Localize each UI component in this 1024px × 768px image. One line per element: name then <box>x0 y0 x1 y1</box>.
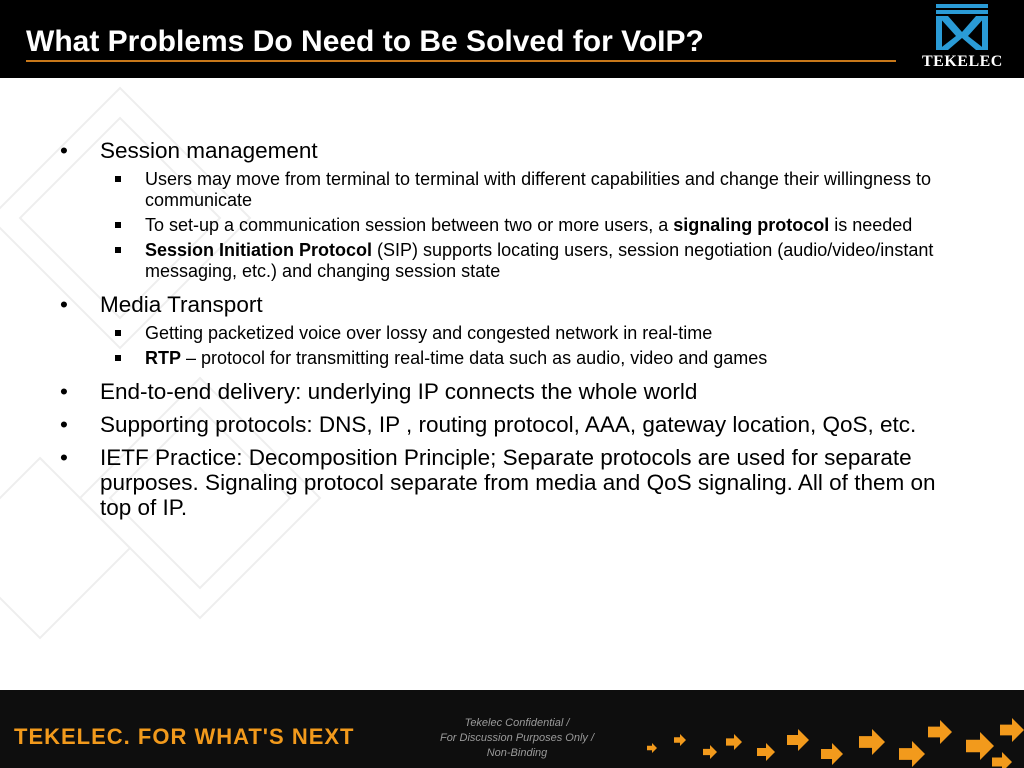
orange-arrow-icon <box>757 743 775 761</box>
orange-arrow-icon <box>966 732 994 760</box>
orange-arrow-icon <box>859 729 885 755</box>
orange-arrow-icon <box>899 741 925 767</box>
orange-arrow-icon <box>674 734 686 746</box>
tekelec-logo-mark-icon <box>934 2 990 52</box>
sub-bullet-list <box>100 323 960 369</box>
logo-wordmark: TEKELEC <box>922 53 1003 70</box>
sub-bullet-item <box>100 323 960 344</box>
bullet-item <box>60 412 960 437</box>
bullet-text: IETF Practice: Decomposition Principle; Separate protocols are used for separate purposes. Signaling protocol separate from media and QoS signaling. All of them on top of IP. <box>100 445 936 520</box>
bullet-text: Session management <box>100 138 318 163</box>
bullet-text: Media Transport <box>100 292 263 317</box>
slide-title: What Problems Do Need to Be Solved for VoIP? <box>26 25 704 58</box>
sub-bullet-text: (SIP) supports locating users, session negotiation (audio/video/instant messaging, etc.) and changing session state <box>145 240 934 281</box>
square-bullet-icon <box>115 176 121 182</box>
bullet-item <box>60 379 960 404</box>
sub-bullet-text: Getting packetized voice over lossy and congested network in real-time <box>145 323 713 343</box>
sub-bullet-item <box>100 348 960 369</box>
square-bullet-icon <box>115 330 121 336</box>
sub-bullet-text: To set-up a communication session between two or more users, a <box>145 215 674 235</box>
orange-arrow-icon <box>726 734 742 750</box>
orange-arrow-icon <box>928 720 952 744</box>
sub-bullet-text: – protocol for transmitting real-time data such as audio, video and games <box>181 348 768 368</box>
sub-bullet-text: is needed <box>829 215 913 235</box>
bullet-dot: • <box>60 412 68 437</box>
note-line: Non-Binding <box>486 747 548 759</box>
orange-arrow-icon <box>1000 718 1024 742</box>
bold-term: RTP <box>145 348 181 368</box>
square-bullet-icon <box>115 355 121 361</box>
orange-arrow-icon <box>787 729 809 751</box>
bullet-dot: • <box>60 379 68 404</box>
sub-bullet-list <box>100 169 960 282</box>
sub-bullet-item <box>100 240 960 282</box>
bullet-dot: • <box>60 292 68 317</box>
square-bullet-icon <box>115 247 121 253</box>
bullet-item <box>60 138 960 282</box>
bullet-item <box>60 445 960 520</box>
square-bullet-icon <box>115 222 121 228</box>
bullet-dot: • <box>60 138 68 163</box>
confidentiality-note <box>410 716 624 761</box>
tekelec-logo <box>922 2 1002 74</box>
bullet-text: End-to-end delivery: underlying IP connects the whole world <box>100 379 698 404</box>
footer-brand-tagline: TEKELEC. FOR WHAT'S NEXT <box>14 724 355 749</box>
orange-arrow-icon <box>703 745 717 759</box>
bullet-list <box>60 138 960 520</box>
orange-arrow-icon <box>821 743 843 765</box>
bullet-text: Supporting protocols: DNS, IP , routing protocol, AAA, gateway location, QoS, etc. <box>100 412 917 437</box>
bullet-dot: • <box>60 445 68 470</box>
bold-term: signaling protocol <box>673 215 830 235</box>
note-line: For Discussion Purposes Only / <box>439 732 595 744</box>
slide-header <box>0 0 1024 78</box>
sub-bullet-item <box>100 169 960 211</box>
sub-bullet-text: Users may move from terminal to terminal with different capabilities and change their willingness to communicate <box>145 169 932 210</box>
slide-body <box>60 138 960 528</box>
note-line: Tekelec Confidential / <box>464 717 570 729</box>
sub-bullet-item <box>100 215 960 236</box>
bullet-item <box>60 292 960 369</box>
orange-arrow-icon <box>647 743 657 753</box>
orange-arrow-icon <box>992 752 1012 768</box>
orange-arrows-decoration <box>640 700 1024 768</box>
title-underline <box>26 60 896 62</box>
bold-term: Session Initiation Protocol <box>145 240 373 260</box>
